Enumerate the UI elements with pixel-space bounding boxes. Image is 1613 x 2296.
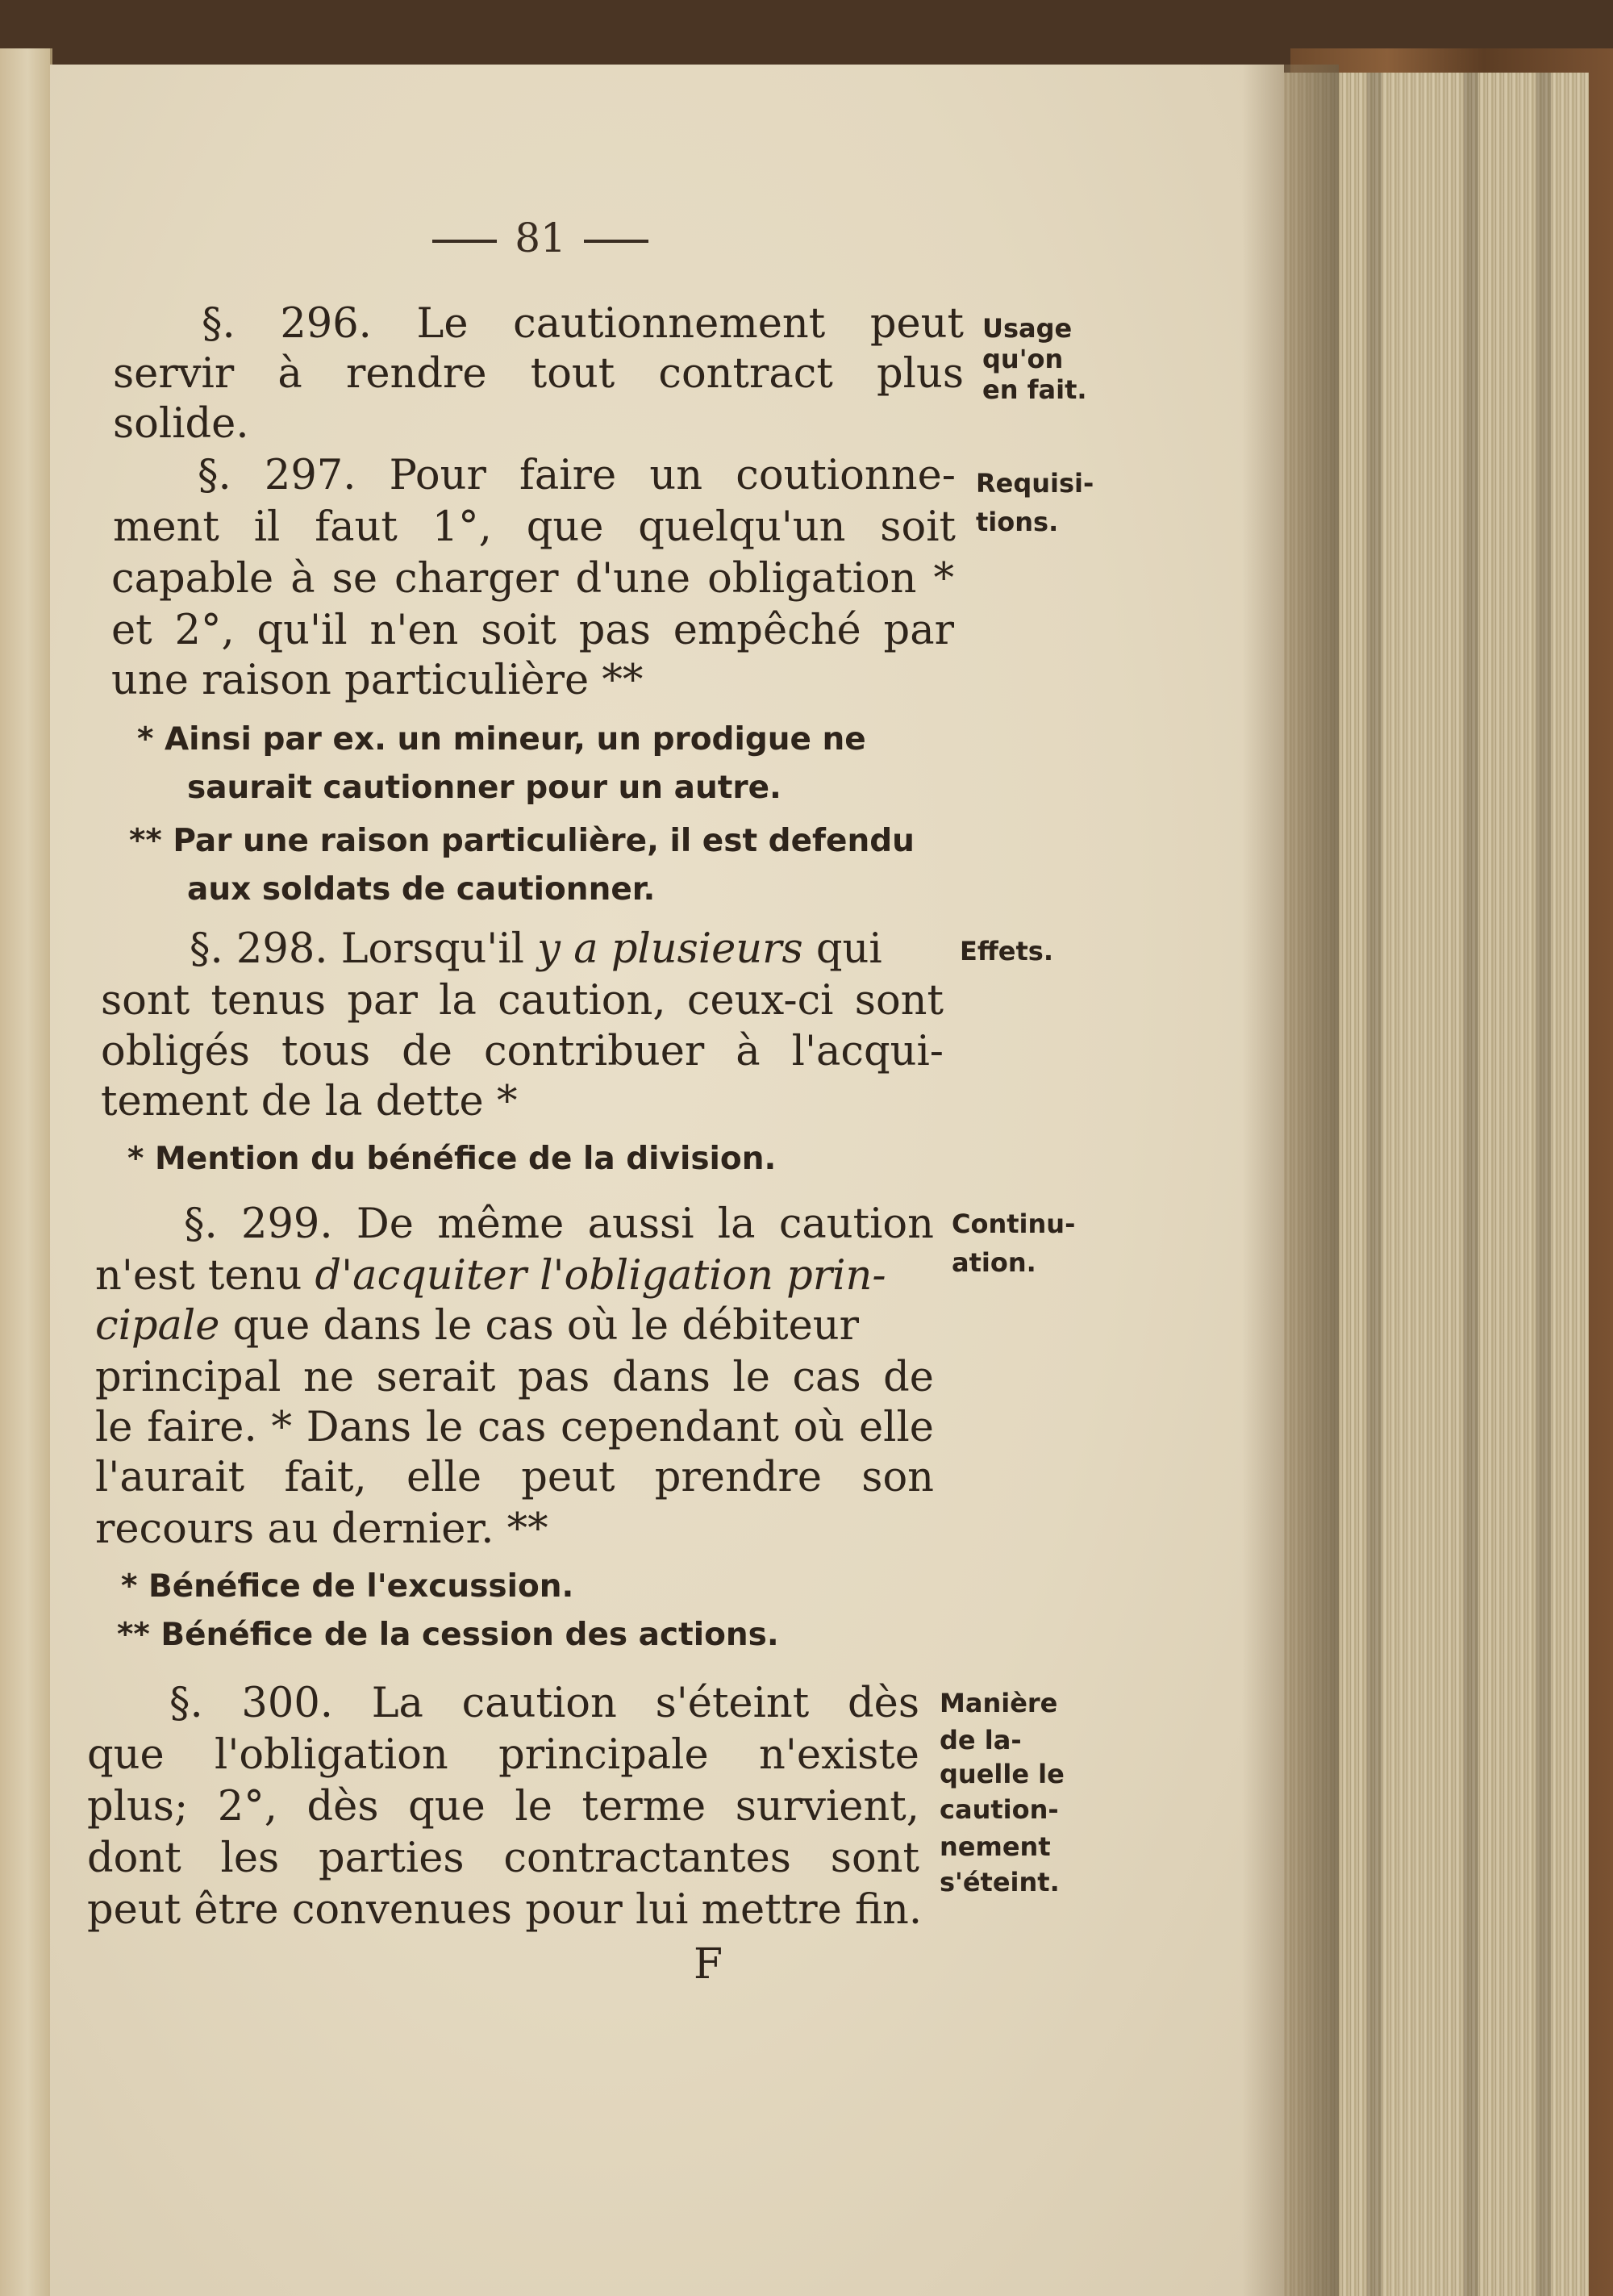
text-line — [95, 1250, 934, 1302]
text-line: et 2°, qu'il n'en soit pas empêché par — [111, 607, 954, 654]
text-run: n'est tenu — [95, 1252, 315, 1300]
text-line: le faire. * Dans le cas cependant où elle — [95, 1404, 934, 1451]
facing-page-edge — [0, 48, 52, 2296]
text-line: recours au dernier. ** — [95, 1505, 548, 1553]
text-line: solide. — [113, 400, 249, 448]
margin-note: Manière — [940, 1688, 1058, 1718]
text-line: que l'obligation principale n'existe — [87, 1731, 919, 1779]
margin-note: nement — [940, 1831, 1051, 1862]
page-header — [411, 206, 669, 270]
footnote: ** Par une raison particulière, il est defendu — [129, 823, 915, 859]
text-line: capable à se charger d'une obligation * — [111, 555, 954, 603]
footnote: * Ainsi par ex. un mineur, un prodigue ne — [137, 721, 866, 758]
text-line: principal ne serait pas dans le cas de — [95, 1354, 934, 1401]
margin-note: de la- — [940, 1725, 1022, 1755]
header-dash-right — [584, 240, 648, 243]
text-line: une raison particulière ** — [111, 657, 644, 704]
header-dash-left — [432, 240, 497, 243]
text-line: l'aurait fait, elle peut prendre son — [95, 1454, 934, 1501]
margin-note: Requisi- — [976, 468, 1094, 499]
text-line: plus; 2°, dès que le terme survient, — [87, 1783, 919, 1831]
text-run: qui — [802, 925, 882, 973]
text-line: tement de la dette * — [101, 1078, 518, 1125]
text-line: dont les parties contractantes sont — [87, 1835, 919, 1882]
margin-note: qu'on — [982, 344, 1064, 374]
footnote: * Bénéfice de l'excussion. — [121, 1568, 574, 1605]
gutter-shadow — [1242, 65, 1339, 2296]
margin-note: quelle le — [940, 1759, 1065, 1789]
margin-note: ation. — [952, 1247, 1036, 1278]
footnote: saurait cautionner pour un autre. — [187, 770, 781, 806]
text-run: §. 298. Lorsqu'il — [190, 925, 538, 973]
text-run: que dans le cas où le débiteur — [219, 1302, 860, 1350]
text-line: §. 297. Pour faire un coutionne- — [198, 452, 956, 499]
text-line: servir à rendre tout contract plus — [113, 350, 964, 398]
text-line: §. 296. Le cautionnement peut — [202, 300, 964, 348]
text-line — [95, 1300, 934, 1352]
italic-run: d'acquiter l'obligation prin- — [315, 1252, 886, 1300]
margin-note: Continu- — [952, 1209, 1076, 1239]
footnote: * Mention du bénéfice de la division. — [127, 1141, 777, 1177]
margin-note: s'éteint. — [940, 1867, 1060, 1897]
margin-note: tions. — [976, 507, 1059, 537]
italic-run: cipale — [95, 1302, 220, 1350]
italic-run: y a plusieurs — [537, 925, 803, 973]
margin-note: en fait. — [982, 374, 1087, 405]
footnote: aux soldats de cautionner. — [187, 871, 656, 908]
page-number: 81 — [515, 215, 566, 261]
margin-note: caution- — [940, 1794, 1059, 1825]
text-line: §. 299. De même aussi la caution — [184, 1200, 934, 1248]
text-line: ment il faut 1°, que quelqu'un soit — [113, 503, 956, 551]
signature-mark: F — [693, 1940, 723, 1989]
text-line: obligés tous de contribuer à l'acqui- — [101, 1028, 944, 1075]
text-line: §. 300. La caution s'éteint dès — [169, 1680, 919, 1727]
margin-note: Effets. — [960, 936, 1053, 966]
text-line: sont tenus par la caution, ceux-ci sont — [101, 977, 944, 1025]
text-line: peut être convenues pour lui mettre fin. — [87, 1886, 923, 1934]
margin-note: Usage — [982, 313, 1073, 344]
text-line — [190, 924, 948, 975]
footnote: ** Bénéfice de la cession des actions. — [117, 1617, 779, 1653]
